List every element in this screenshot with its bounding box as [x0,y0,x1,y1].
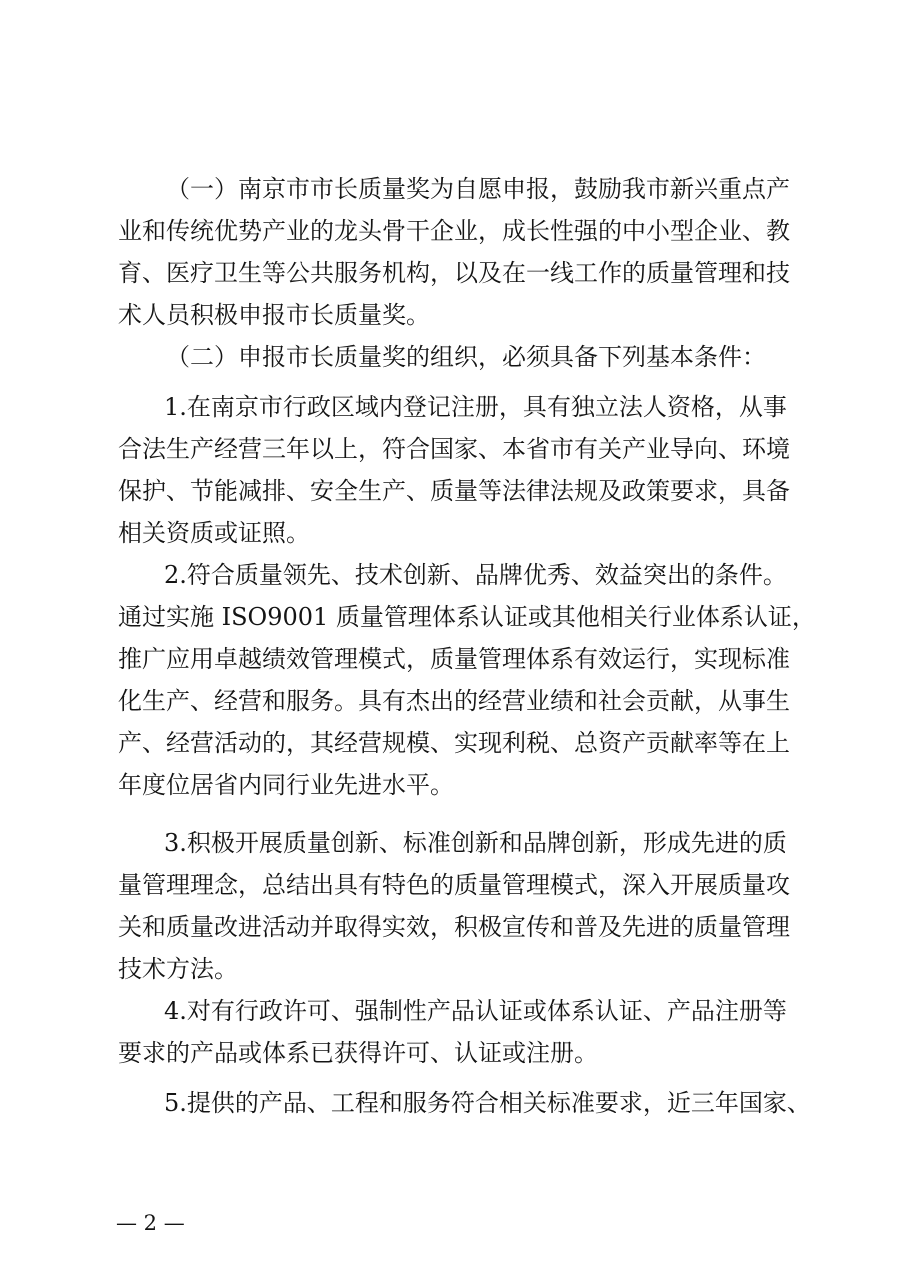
text-line: 相关资质或证照。 [118,519,310,547]
text-line: （二）申报市长质量奖的组织，必须具备下列基本条件： [166,343,766,371]
text-line: 通过实施 ISO9001 质量管理体系认证或其他相关行业体系认证， [118,603,816,631]
text-line: 量管理理念，总结出具有特色的质量管理模式，深入开展质量攻 [118,871,790,899]
text-line: 要求的产品或体系已获得许可、认证或注册。 [118,1039,598,1067]
text-line: 产、经营活动的，其经营规模、实现利税、总资产贡献率等在上 [118,729,790,757]
text-line: 关和质量改进活动并取得实效，积极宣传和普及先进的质量管理 [118,913,790,941]
page-number: — 2 — [116,1211,185,1235]
text-line: 1.在南京市行政区域内登记注册，具有独立法人资格，从事 [164,393,787,421]
text-line: 育、医疗卫生等公共服务机构，以及在一线工作的质量管理和技 [118,259,790,287]
text-line: 技术方法。 [118,955,238,983]
text-line: 化生产、经营和服务。具有杰出的经营业绩和社会贡献，从事生 [118,687,790,715]
text-line: 业和传统优势产业的龙头骨干企业，成长性强的中小型企业、教 [118,217,790,245]
text-line: 合法生产经营三年以上，符合国家、本省市有关产业导向、环境 [118,435,790,463]
text-line: 3.积极开展质量创新、标准创新和品牌创新，形成先进的质 [164,829,787,857]
text-line: 5.提供的产品、工程和服务符合相关标准要求，近三年国家、 [164,1089,811,1117]
text-line: （一）南京市市长质量奖为自愿申报，鼓励我市新兴重点产 [166,175,790,203]
text-line: 4.对有行政许可、强制性产品认证或体系认证、产品注册等 [164,997,787,1025]
text-line: 术人员积极申报市长质量奖。 [118,301,430,329]
text-line: 年度位居省内同行业先进水平。 [118,771,454,799]
text-line: 保护、节能减排、安全生产、质量等法律法规及政策要求，具备 [118,477,790,505]
text-line: 推广应用卓越绩效管理模式，质量管理体系有效运行，实现标准 [118,645,790,673]
text-line: 2.符合质量领先、技术创新、品牌优秀、效益突出的条件。 [164,561,787,589]
